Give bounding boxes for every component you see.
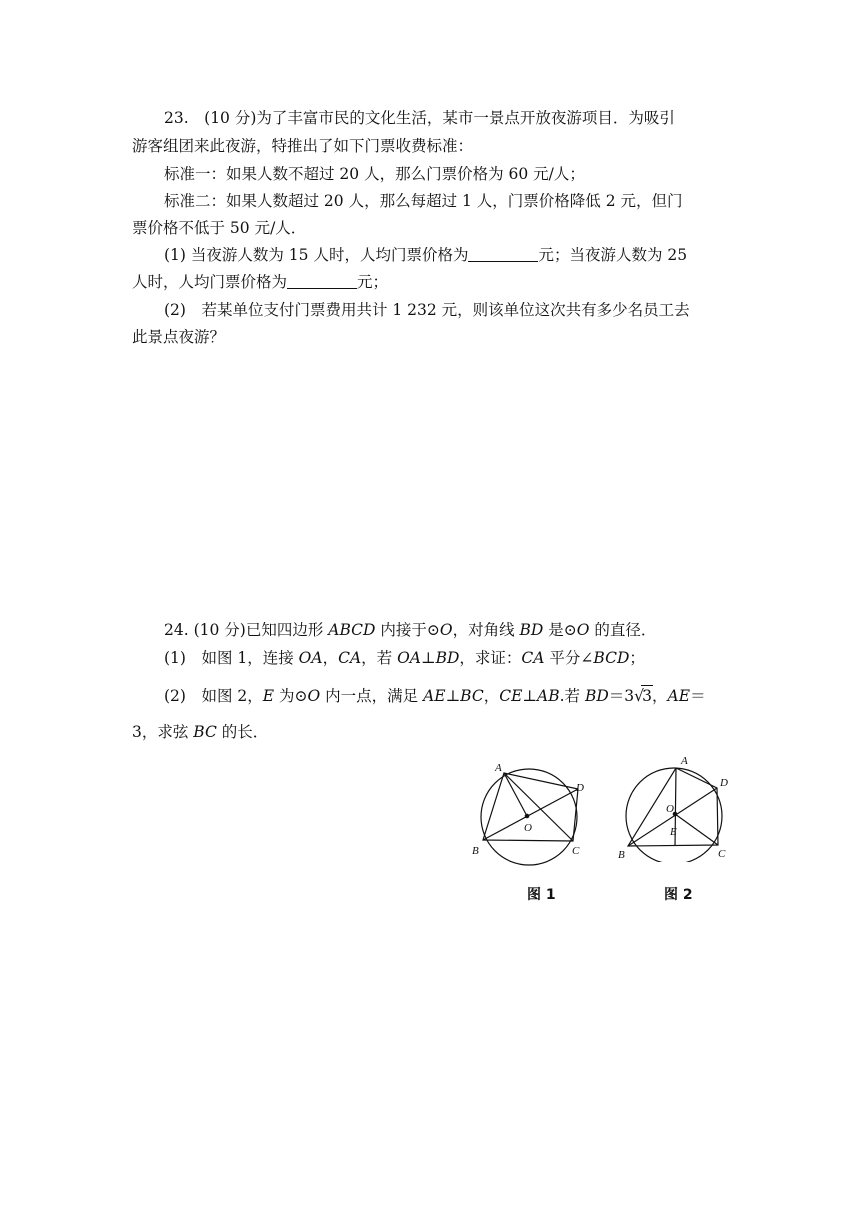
fig2-label-o: O <box>666 803 674 815</box>
q24-part-2-cont: 3，求弦 BC 的长． <box>132 723 269 741</box>
q23-standard-two: 标准二：如果人数超过 20 人，那么每超过 1 人，门票价格降低 2 元，但门 <box>164 192 683 210</box>
fig1-label-b: B <box>472 845 479 857</box>
figure-1-diagram <box>468 758 593 868</box>
fig1-label-o: O <box>524 822 532 834</box>
fig1-label-d: D <box>576 782 584 794</box>
q23-line-1: 23. (10 分)为了丰富市民的文化生活，某市一景点开放夜游项目．为吸引 <box>164 109 675 127</box>
fig2-line-ce <box>675 814 718 845</box>
answer-blank-1[interactable] <box>468 247 538 262</box>
fig1-label-a: A <box>495 762 502 774</box>
fig2-label-d: D <box>720 777 728 789</box>
q23-part-2: (2) 若某单位支付门票费用共计 1 232 元，则该单位这次共有多少名员工去 <box>164 301 690 319</box>
figure-2-caption: 图 2 <box>664 887 693 903</box>
fig1-line-oa <box>504 773 527 816</box>
q24-heading: 24. (10 分)已知四边形 ABCD 内接于⊙O，对角线 BD 是⊙O 的直径． <box>164 621 657 639</box>
fig2-label-e: E <box>670 826 677 838</box>
q23-line-5: 票价格不低于 50 元/人． <box>132 219 307 237</box>
q23-part-1-cont: 人时，人均门票价格为 元； <box>132 273 389 291</box>
fig1-label-c: C <box>572 845 580 857</box>
fig2-label-a: A <box>681 755 688 767</box>
q24-part-1: (1) 如图 1，连接 OA，CA，若 OA⊥BD，求证：CA 平分∠BCD； <box>164 649 645 667</box>
q24-part-2: (2) 如图 2，E 为⊙O 内一点，满足 AE⊥BC，CE⊥AB.若 BD＝3 √ 3，AE＝ <box>164 687 706 705</box>
q23-part-1: (1) 当夜游人数为 15 人时，人均门票价格为 元；当夜游人数为 25 <box>164 246 688 264</box>
figure-1-caption: 图 1 <box>527 887 556 903</box>
fig2-label-c: C <box>718 848 726 860</box>
answer-blank-2[interactable] <box>287 274 357 289</box>
sqrt-three: √ 3 <box>634 687 653 705</box>
q23-standard-one: 标准一：如果人数不超过 20 人，那么门票价格为 60 元/人； <box>164 165 585 183</box>
q23-line-2: 游客组团来此夜游，特推出了如下门票收费标准： <box>132 137 474 155</box>
fig1-center-point <box>525 814 530 819</box>
fig2-label-b: B <box>618 849 625 861</box>
q23-part-2-cont: 此景点夜游？ <box>132 328 226 346</box>
figure-2-diagram <box>614 752 739 862</box>
